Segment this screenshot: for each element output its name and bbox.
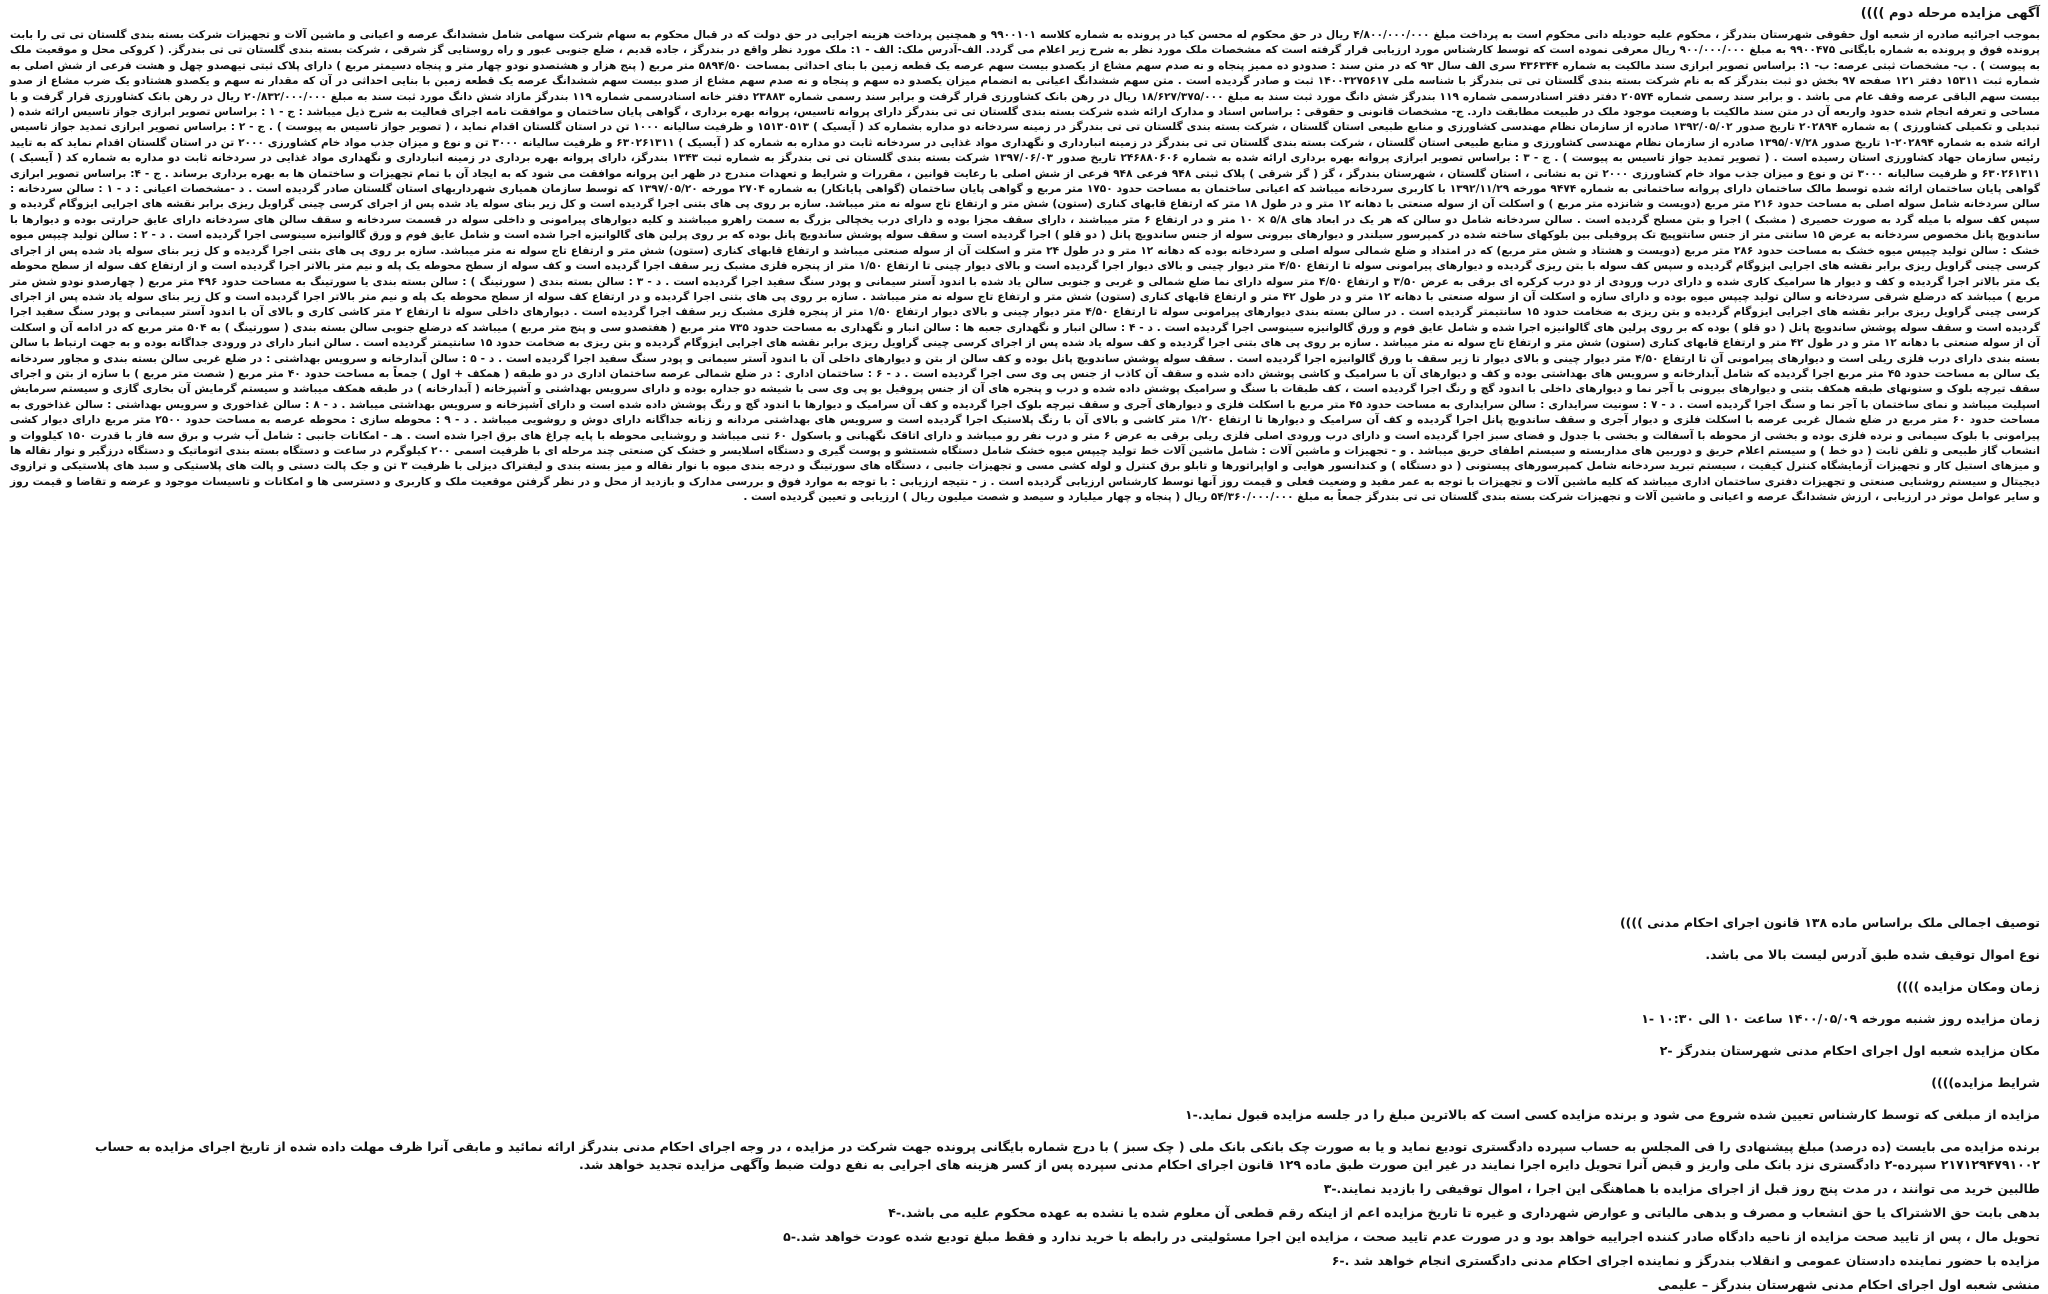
condition-item: مزایده با حضور نماینده دادستان عمومی و انقلاب بندرگز و نماینده اجرای احکام مدنی دادگستری انجام خواهد شد .-۶ [1331,1253,2040,1268]
conditions-heading: شرایط مزایده)))) [1931,1075,2040,1090]
time-place-heading: زمان ومکان مزایده )))) [1896,979,2040,994]
notice-body-paragraph: بموجب اجرائیه صادره از شعبه اول حقوقی شهرستان بندرگز ، محکوم علیه حودیله دانی محکوم است به پرداخت مبلغ ۴/۸۰۰/۰۰۰/۰۰۰ ریال در حق محکوم له محسن کیا در پرونده به شماره کلاسه ۹۹۰۰۱۰۱ و همچنین پرداخت هزینه اجرایی در حق دولت که در قبال محکوم به سهام شرکت سهامی شامل ششدانگ عرصه و اعیانی و ماشین آلات و تجهیزات شرکت بسته بندی گلستان تی تی را بابت پرونده فوق و پرونده به شماره بایگانی ۹۹۰۰۴۷۵ به مبلغ ۹۰۰/۰۰۰/۰۰۰ ریال معرفی نموده است که توسط کارشناس مورد ارزیابی قرار گرفته است که مشخصات ملک مورد نظر به شرح زیر اعلام می گردد. الف-آدرس ملک: الف - ۱: ملک مورد نظر واقع در بندرگز ، جاده قدیم ، ضلع جنوبی عبور و راه روستایی گز شرقی ، شرکت بسته بندی گلستان تی تی بندرگز. ( کروکی محل و موقعیت ملک به پیوست ) . ب- مشخصات ثبتی عرصه: ب- ۱: براساس تصویر ابرازی سند مالکیت به شماره ۴۳۶۳۴۴ سری الف سال ۹۳ که در متن سند : صدودو ده ممیز پنجاه و نه صدم سهم مشاع از یکصدو بیست سهم عرصه یک قطعه زمین با بنای احداثی بمساحت ۵۸۹۴/۵۰ متر مربع ( پنج هزار و هشتصدو نودو چهار متر و پنجاه دسیمتر مربع ) دارای پلاک ثبتی تیهصدو چهل و هشت فرعی از شش اصلی به شماره ثبت ۱۵۳۱۱ دفتر ۱۲۱ صفحه ۹۷ بخش دو ثبت بندرگز که به نام شرکت بسته بندی گلستان تی تی بندرگز با شناسه ملی ۱۴۰۰۳۲۷۵۶۱۷ ثبت و صادر گردیده است . متن سهم ششدانگ اعیانی به انضمام میزان یکصدو ده سهم و پنجاه و نه صدم سهم مشاع از صدو بیست سهم ششدانگ عرصه یک قطعه زمین با بنایی احداثی در آن که مقدار نه سهم و یکصدو هشتادو یک ضرب مشاع از صدو بیست سهم الباقی عرصه وقف عام می باشد . و برابر سند رسمی شماره ۲۰۵۷۴ دفتر دفتر اسنادرسمی شماره ۱۱۹ بندرگز شش دانگ مورد ثبت سند به مبلغ ۱۸/۶۲۷/۳۷۵/۰۰۰ ریال در رهن بانک کشاورزی قرار گرفت و برابر سند رسمی شماره ۲۳۸۸۳ دفتر خانه اسنادرسمی شماره ۱۱۹ بندرگز مازاد شش دانگ مورد ثبت سند به مبلغ ۲۰/۸۳۲/۰۰۰/۰۰۰ ریال در رهن بانک کشاورزی قرار گرفت و با مساحی و تعرفه انجام شده حدود واربعه آن در متن سند مالکیت با وضعیت موجود ملک در طبیعت مطابقت دارد. ج- مشخصات قانونی و حقوقی : براساس اسناد و مدارک ارائه شده شرکت بسته بندی گلستان تی تی بندرگز دارای پروانه تاسیس، پروانه بهره برداری ، گواهی پایان ساختمان و موافقت نامه اجرای فعالیت به شرح ذیل میباشد : ج - ۱ : براساس تصویر ابرازی جواز تاسیس ارائه شده ( تبدیلی و تکمیلی کشاورزی ) به شماره ۲۰۲۸۹۴ تاریخ صدور ۱۳۹۲/۰۵/۰۲ صادره از سازمان نظام مهندسی کشاورزی و منابع طبیعی استان گلستان ، شرکت بسته بندی گلستان تی تی بندرگز در زمینه سردخانه دو مداره بشماره کد ( آیسیک ) ۱۵۱۳۰۵۱۳ و ظرفیت سالیانه ۱۰۰۰ تن در استان گلستان اقدام نماید ، ( تصویر جواز تاسیس به پیوست ) . ج - ۲ : براساس تصویر ابرازی تمدید جواز تاسیس ارائه شده به شماره ۲۰۲۸۹۴-۱ تاریخ صدور ۱۳۹۵/۰۷/۲۸ صادره از سازمان نظام مهندسی کشاورزی و منابع طبیعی استان گلستان ، شرکت بسته بندی گلستان تی تی بندرگز در زمینه انبارداری و نگهداری مواد غذایی در سردخانه ثابت دو مداره به شماره کد ( آیسیک ) ۶۳۰۲۶۱۳۱۱ و ظرفیت سالیانه ۳۰۰۰ تن و نوع و میزان جذب مواد خام کشاورزی ۲۰۰۰ تن در استان گلستان اقدام نماید که به تایید رئیس سازمان جهاد کشاورزی استان رسیده است . ( تصویر تمدید جواز تاسیس به پیوست ) . ج - ۳ : براساس تصویر ابرازی پروانه بهره برداری ارائه شده به شماره ۲۴۶۸۸۰۶۰۶ تاریخ صدور ۱۳۹۷/۰۶/۰۳ شرکت بسته بندی گلستان تی تی بندرگز به شماره ثبت ۱۳۴۳ بندرگز، دارای پروانه بهره برداری در زمینه انبارداری و نگهداری مواد غذایی در سردخانه ثابت دو مداره به شماره کد ( آیسیک ) ۶۳۰۲۶۱۳۱۱ و ظرفیت سالیانه ۳۰۰۰ تن و نوع و میزان جذب مواد خام کشاورزی ۲۰۰۰ تن به نشانی ، استان گلستان ، شهرستان بندرگز ، گز ( گز شرقی ) پلاک ثبتی ۹۴۸ فرعی ۹۴۸ فرعی از شش اصلی با رعایت قوانین ، مقررات و شرایط و تعهدات مندرج در ظهر این پروانه موافقت می شود که به ایجاد آن با تمام تجهیزات و ساختمان ها به بهره برداری برساند . ج - ۴: براساس تصویر ابرازی گواهی پایان ساختمان ارائه شده توسط مالک ساختمان دارای پروانه ساختمانی به شماره ۹۴۷۴ مورخه ۱۳۹۲/۱۱/۲۹ با کاربری سردخانه میباشد که اعیانی ساختمان به مساحت حدود ۱۷۵۰ متر مربع و گواهی پایان ساختمان (گواهی پایانکار) به شماره ۲۷۰۴ مورخه ۱۳۹۷/۰۵/۲۰ که توسط سازمان همیاری شهرداریهای استان گلستان صادر گردیده است . د -مشخصات اعیانی : د - ۱ : سالن سردخانه : سالن سردخانه شامل سوله اصلی به مساحت حدود ۲۱۶ متر مربع (دویست و شانزده متر مربع ) و اسکلت آن از سوله صنعتی با دهانه ۱۲ متر و در طول ۱۸ متر که ارتفاع قابهای کناری (ستون) شش متر و ارتفاع تاج سوله نه متر میباشد. سازه بر روی پی های بتنی اجرا گردیده است و کل زیر بنای سوله یاد شده پس از اجرای کرسی چینی گراویل ریزی برابر نقشه های اجرایی ایزوگام گردیده و سپس کف سوله با میله گرد به صورت حصیری ( مشبک ) اجرا و بتن مسلح گردیده است . سالن سردخانه شامل دو سالن که هر یک در ابعاد های ۵/۸ × ۱۰ متر و در ارتفاع ۶ متر میباشند ، دارای سقف مجزا بوده و دارای درب یخچالی بزرگ به سمت راهرو میباشند و کلیه دیوارهای پیرامونی و داخلی سوله در قسمت سردخانه و سقف سالن های سردخانه دارای عایق حرارتی بوده و دیوارها با ساندویچ پانل مخصوص سردخانه به عرض ۱۵ سانتی متر از جنس سانتوپیچ تک پروفیلی بین بلوکهای ساخته شده در کمپرسور سیلندر و دیوارهای بیرونی سوله از جنس ساندویچ پانل ( دو قلو ) اجرا گردیده است و سقف سوله پوشش ساندویچ پانل بوده که بر روی پرلین های گالوانیزه اجرا شده است و شامل عایق فوم و ورق گالوانیزه سینوسی اجرا گردیده است . د - ۲ : سالن تولید چیپس میوه خشک : سالن تولید چیپس میوه خشک به مساحت حدود ۲۸۶ متر مربع (دویست و هشتاد و شش متر مربع) که در امتداد و ضلع شمالی سوله اصلی و سردخانه بوده که دهانه ۱۲ متر و در طول ۲۴ متر و اسکلت آن از سوله صنعتی میباشد و ارتفاع قابهای کناری (ستون) شش متر و ارتفاع تاج سوله نه متر میباشد. سازه بر روی پی های بتنی اجرا گردیده و کل زیر بنای سوله یاد شده پس از اجرای کرسی چینی گراویل ریزی برابر نقشه های اجرایی ایزوگام گردیده و سپس کف سوله با بتن ریزی گردیده و دیوارهای پیرامونی سوله تا ارتفاع ۴/۵۰ متر دیوار چینی و بالای دیوار اجرا گردیده است و بالای دیوار چینی تا ارتفاع ۱/۵۰ متر از پنجره فلزی مشبک زیر سقف اجرا گردیده است و کف سوله از سطح محوطه یک پله و نیم متر بالاتر اجرا گردیده است و از ارتفاع کف سوله از سطح محوطه یک متر بالاتر اجرا گردیده و کف و دیوار ها سرامیک کاری شده و دارای درب ورودی از دو درب کرکره ای برقی به عرض ۳/۵۰ و ارتفاع ۴/۵۰ متر سوله دارای نما ضلع شمالی و غربی و جنوبی سالن یاد شده با اندود آستر سیمانی و پودر سنگ سفید اجرا گردیده است . د - ۳ : سالن بسته بندی ( سورتینگ ) : سالن بسته بندی یا سورتینگ به مساحت حدود ۴۹۶ متر مربع ( چهارصدو نودو شش متر مربع ) میباشد که درضلع شرقی سردخانه و سالن تولید چیپس میوه بوده و دارای سازه و اسکلت آن از سوله صنعتی با دهانه ۱۲ متر و در طول ۴۲ متر و ارتفاع قابهای کناری (ستون) شش متر و ارتفاع تاج سوله نه متر میباشد . سازه بر روی پی های بتنی اجرا گردیده و در ارتفاع کف سوله از سطح محوطه یک پله و نیم متر بالاتر اجرا گردیده است و کل زیر بنای سوله یاد شده پس از اجرای کرسی چینی گراویل ریزی برابر نقشه های اجرایی ایزوگام گردیده و بتن ریزی به ضخامت حدود ۱۵ سانتیمتر گردیده است . در سالن بسته بندی دیوارهای پیرامونی سوله تا ارتفاع ۴/۵۰ متر دیوار چینی و بالای دیوار ارتفاع ۱/۵۰ متر از پنجره فلزی مشبک زیر سقف اجرا گردیده است . دیوارهای داخلی سوله تا ارتفاع ۲ متر کاشی کاری و بالای آن با اندود آستر سیمانی و پودر سنگ سفید اجرا گردیده است و سقف سوله پوشش ساندویچ پانل ( دو قلو ) بوده که بر روی پرلین های گالوانیزه اجرا شده و شامل عایق فوم و ورق گالوانیزه سینوسی اجرا گردیده است . د - ۴ : سالن انبار و نگهداری جعبه ها : سالن انبار و نگهداری به مساحت حدود ۷۳۵ متر مربع ( هفتصدو سی و پنج متر مربع ) میباشد که درضلع جنوبی سالن بسته بندی ( سورتینگ ) به ۵۰۴ متر مربع که در ادامه آن و اسکلت آن از سوله صنعتی با دهانه ۱۲ متر و در طول ۴۲ متر و ارتفاع قابهای کناری (ستون) شش متر و ارتفاع تاج سوله نه متر میباشد . سازه بر روی پی های بتنی اجرا گردیده و کف سوله یاد شده پس از اجرای کرسی چینی گراویل ریزی برابر نقشه های اجرایی ایزوگام گردیده و بتن ریزی به ضخامت حدود ۱۵ سانتیمتر گردیده است . سالن انبار دارای در ورودی جداگانه بوده و به جهت ارتباط با سالن بسته بندی دارای درب فلزی ریلی است و دیوارهای پیرامونی آن تا ارتفاع ۴/۵۰ متر دیوار چینی و بالای دیوار تا زیر سقف با ورق گالوانیزه اجرا گردیده است . سقف سوله پوشش ساندویچ پانل بوده و کف سالن از بتن و دیوارهای داخلی آن با اندود آستر سیمانی و پودر سنگ سفید اجرا گردیده است . د - ۵ : سالن آبدارخانه و سرویس بهداشتی : در ضلع غربی سالن بسته بندی و مجاور سردخانه یک سالن به مساحت حدود ۴۵ متر مربع اجرا گردیده که شامل آبدارخانه و سرویس های بهداشتی بوده و کف و دیوارهای آن با سرامیک و کاشی پوشش داده شده و سقف آن کاذب از جنس پی وی سی اجرا گردیده است . د - ۶ : ساختمان اداری : در ضلع شمالی عرصه ساختمان اداری در دو طبقه ( همکف + اول ) جمعاً به مساحت حدود ۴۰ متر مربع ( شصت متر مربع ) با سازه از بتن و اجرای سقف تیرچه بلوک و ستونهای طبقه همکف بتنی و دیوارهای بیرونی با آجر نما و دیوارهای داخلی با اندود گچ و رنگ اجرا گردیده است ، کف طبقات با سنگ و سرامیک پوشش داده شده و درب و پنجره های آن از جنس پروفیل یو پی وی سی با شیشه دو جداره بوده و دارای سرویس بهداشتی و آشپزخانه ( آبدارخانه ) در طبقه همکف میباشد و سیستم گرمایش آن بخاری گازی و سیستم سرمایش اسپلیت میباشد و نمای ساختمان با آجر نما و سنگ اجرا گردیده است . د - ۷ : سونیت سرایداری : سالن سرایداری به مساحت حدود ۴۵ متر مربع با اسکلت فلزی و دیوارهای آجری و سقف تیرچه بلوک اجرا گردیده و کف آن سرامیک و دیوارها با اندود گچ و رنگ پوشش داده شده است و دارای آشپزخانه و سرویس بهداشتی میباشد . د - ۸ : سالن غذاخوری و سرویس بهداشتی : سالن غذاخوری به مساحت حدود ۶۰ متر مربع در ضلع شمال غربی عرصه با اسکلت فلزی و دیوار آجری و سقف ساندویچ پانل اجرا گردیده و کف آن سرامیک و دیوارها تا ارتفاع ۱/۲۰ متر کاشی و بالای آن با رنگ پلاستیک اجرا گردیده است و سرویس های بهداشتی مردانه و زنانه جداگانه دارای دوش و روشویی میباشد . د - ۹ : محوطه سازی : محوطه عرصه به مساحت حدود ۲۵۰۰ متر مربع دارای دیوار کشی پیرامونی با بلوک سیمانی و نرده فلزی بوده و بخشی از محوطه با آسفالت و بخشی با جدول و فضای سبز اجرا گردیده است و دارای درب ورودی اصلی فلزی ریلی برقی به عرض ۶ متر و درب نفر رو میباشد و دارای اتاقک نگهبانی و باسکول ۶۰ تنی میباشد و روشنایی محوطه با پایه چراغ های برق اجرا شده است . هـ - امکانات جانبی : شامل آب شرب و برق سه فاز با قدرت ۱۵۰ کیلووات و انشعاب گاز طبیعی و تلفن ثابت ( دو خط ) و سیستم اعلام حریق و دوربین های مداربسته و سیستم اطفای حریق میباشد . و - تجهیزات و ماشین آلات : شامل ماشین آلات خط تولید چیپس میوه خشک شامل دستگاه شستشو و پوست گیری و دستگاه اسلایسر و خشک کن صنعتی چند مرحله ای با ظرفیت اسمی ۲۰۰ کیلوگرم در ساعت و دستگاه بسته بندی اتوماتیک و دستگاه درزگیر و نوار نقاله ها و میزهای استیل کار و تجهیزات آزمایشگاه کنترل کیفیت ، سیستم تبرید سردخانه شامل کمپرسورهای پیستونی ( دو دستگاه ) و کندانسور هوایی و اواپراتورها و تابلو برق کنترل و لوله کشی مسی و تجهیزات جانبی ، دستگاه های سورتینگ و درجه بندی میوه با نوار نقاله و میز بسته بندی و لیفتراک دیزلی با ظرفیت ۳ تن و جک پالت دستی و پالت های پلاستیکی و سبد های پلاستیکی و ترازوی دیجیتال و سیستم روشنایی صنعتی و تجهیزات دفتری ساختمان اداری میباشد که کلیه ماشین آلات و تجهیزات با توجه به عمر مفید و وضعیت فعلی و قیمت روز آنها توسط کارشناس ارزیابی گردیده است . ز - نتیجه ارزیابی : با توجه به موارد فوق و بررسی مدارک و بازدید از محل و در نظر گرفتن موقعیت ملک و کاربری و دسترسی ها و امکانات و تاسیسات موجود و عرضه و تقاضا و قیمت روز و سایر عوامل موثر در ارزیابی ، ارزش ششدانگ عرصه و اعیانی و ماشین آلات و تجهیزات شرکت بسته بندی گلستان تی تی بندرگز جمعاً به مبلغ ۵۴/۳۶۰/۰۰۰/۰۰۰ ریال ( پنجاه و چهار میلیارد و سیصد و شصت میلیون ریال ) ارزیابی و تعیین گردیده است . [10,29,2041,504]
auction-place-line: مکان مزایده شعبه اول اجرای احکام مدنی شهرستان بندرگز -۲ [1659,1043,2040,1058]
auction-time-line: زمان مزایده روز شنبه مورخه ۱۴۰۰/۰۵/۰۹ ساعت ۱۰ الی ۱۰:۳۰ -۱ [1641,1011,2040,1026]
condition-item: مزایده از مبلغی که توسط کارشناس تعیین شده شروع می شود و برنده مزایده کسی است که بالاترین مبلغ را در جلسه مزایده قبول نماید.-۱ [1185,1107,2040,1122]
notice-title: آگهی مزایده مرحله دوم )))) [1860,6,2040,21]
signature-line: منشی شعبه اول اجرای احکام مدنی شهرستان بندرگز – علیمی [1657,1277,2040,1292]
seizure-type-line: نوع اموال توقیف شده طبق آدرس لیست بالا می باشد. [1705,947,2040,962]
description-line: توصیف اجمالی ملک براساس ماده ۱۳۸ قانون اجرای احکام مدنی )))) [1619,915,2040,930]
condition-item: طالبین خرید می توانند ، در مدت پنج روز قبل از اجرای مزایده با هماهنگی این اجرا ، اموال توقیفی را بازدید نمایند.-۳ [1323,1181,2040,1196]
condition-item: برنده مزایده می بایست (ده درصد) مبلغ پیشنهادی را فی المجلس به حساب سپرده دادگستری تودیع نماید و یا به صورت چک بانکی بانک ملی ( چک سبز ) با درج شماره بایگانی پرونده جهت شرکت در مزایده ، در وجه اجرای احکام مدنی بندرگز ارائه نمائید و مابقی آنرا ظرف مهلت داده شده از تاریخ اجرای مزایده به حساب ۲۱۷۱۲۹۴۷۹۱۰۰۲ سپرده-۲ دادگستری نزد بانک ملی واریز و قبض آنرا تحویل دایره اجرا نمایند در غیر این صورت طبق ماده ۱۲۹ قانون اجرای احکام مدنی سپرده پس از کسر هزینه های اجرایی به نفع دولت ضبط وآگهی مزایده تجدید خواهد شد. [95,1139,2040,1172]
condition-item: بدهی بابت حق الاشتراک یا حق انشعاب و مصرف و بدهی مالیاتی و عوارض شهرداری و غیره تا تاریخ مزایده اعم از اینکه رقم قطعی آن معلوم شده یا نشده به عهده محکوم علیه می باشد.-۴ [888,1205,2040,1220]
condition-item: تحویل مال ، پس از تایید صحت مزایده از ناحیه دادگاه صادر کننده اجراییه خواهد بود و در صورت عدم تایید صحت ، مزایده این اجرا مسئولیتی در رابطه با خرید ندارد و فقط مبلغ تودیع شده عودت خواهد شد.-۵ [783,1229,2040,1244]
